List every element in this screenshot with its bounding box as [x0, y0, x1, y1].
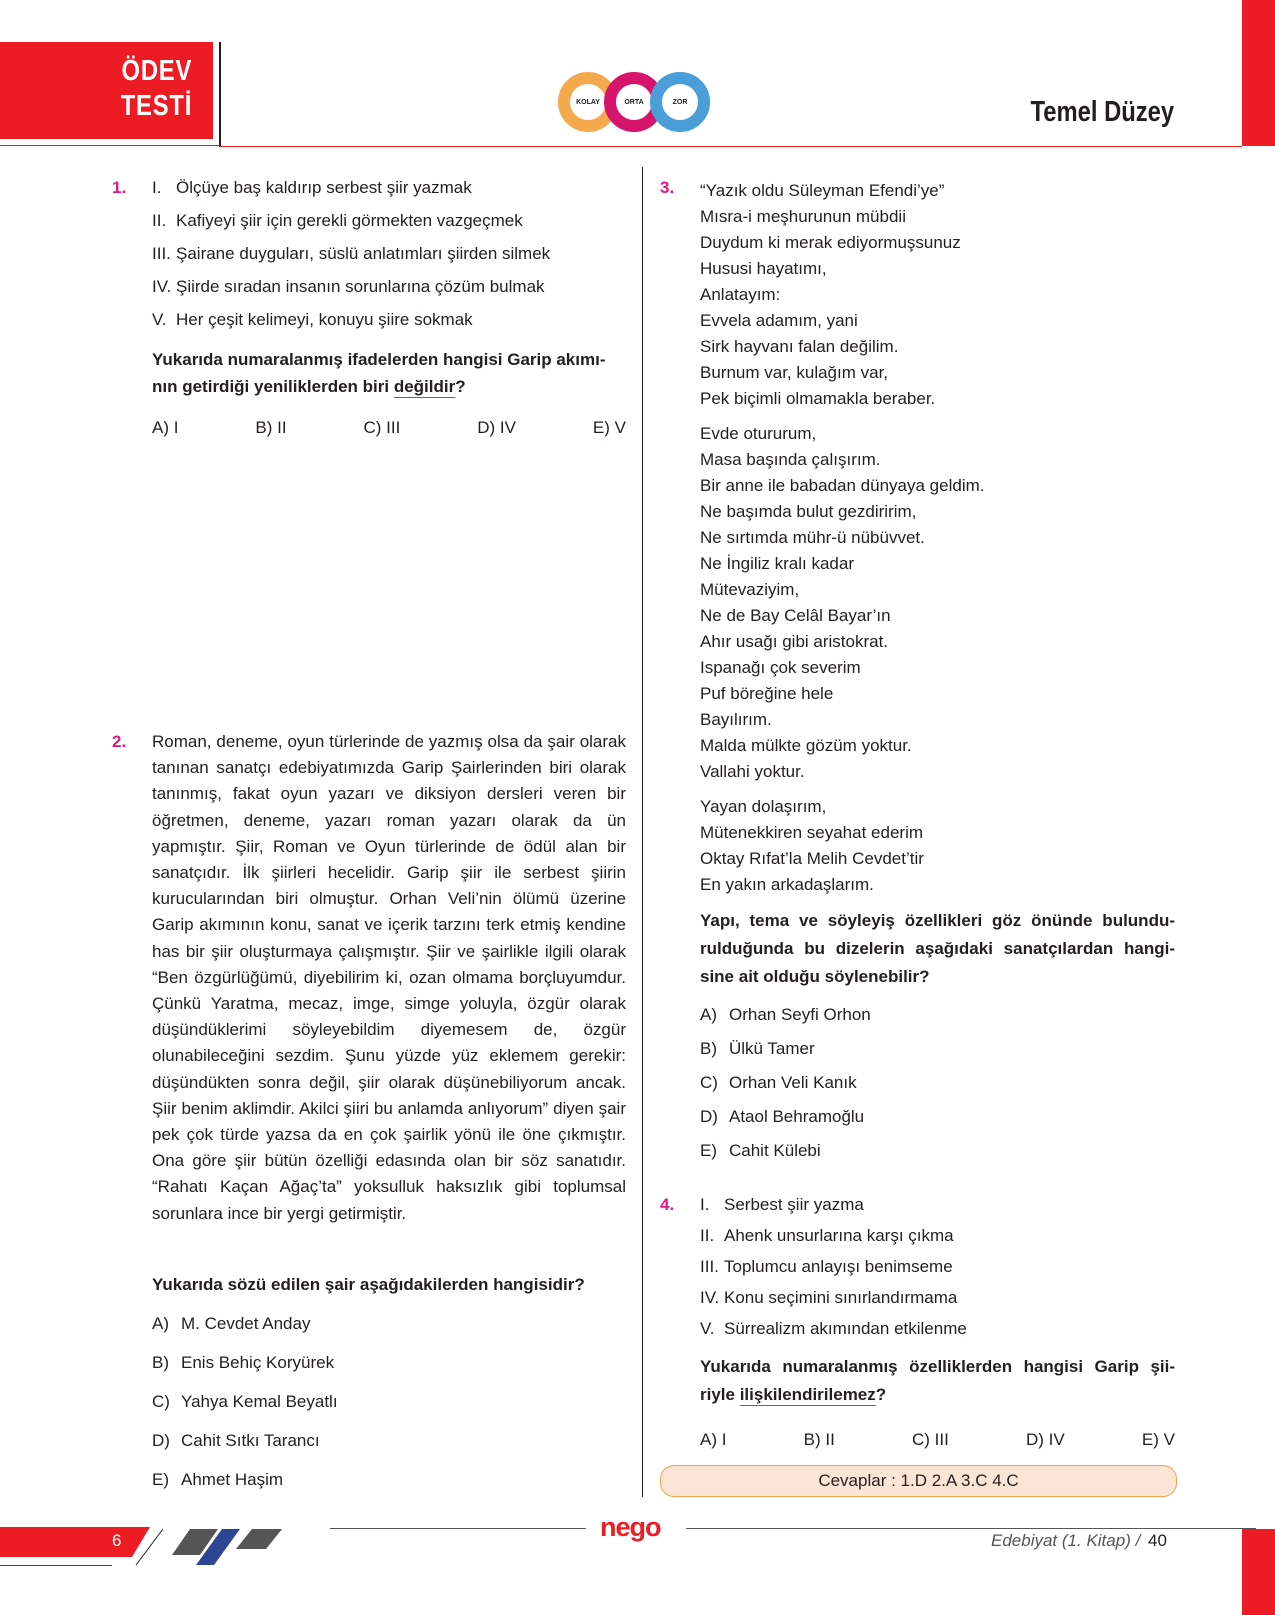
- poem-line: Bayılırım.: [700, 710, 772, 729]
- statement-item: II. Ahenk unsurlarına karşı çıkma: [700, 1226, 954, 1245]
- statement-item: III. Toplumcu anlayışı benimseme: [700, 1257, 953, 1276]
- page-number: 6: [112, 1531, 122, 1550]
- footer-underline: [0, 1565, 112, 1566]
- option-b[interactable]: B) II: [255, 418, 287, 437]
- poem-line: Mütevaziyim,: [700, 580, 800, 599]
- option-a[interactable]: A) Orhan Seyfi Orhon: [700, 1005, 871, 1024]
- poem-line: Sirk hayvanı falan değilim.: [700, 337, 899, 356]
- option-a[interactable]: A) M. Cevdet Anday: [152, 1314, 311, 1333]
- answer-options: [700, 1430, 1175, 1450]
- poem-line: Evvela adamım, yani: [700, 311, 858, 330]
- option-a[interactable]: A) I: [152, 418, 179, 437]
- poem-line: Bir anne ile babadan dünyaya geldim.: [700, 476, 985, 495]
- option-c[interactable]: C) Yahya Kemal Beyatlı: [152, 1392, 338, 1411]
- statement-item: IV. Şiirde sıradan insanın sorunlarına çözüm bulmak: [152, 277, 545, 296]
- option-b[interactable]: B) Enis Behiç Koryürek: [152, 1353, 335, 1372]
- option-e[interactable]: E) V: [1141, 1430, 1175, 1449]
- option-a[interactable]: A) I: [700, 1430, 727, 1449]
- option-e[interactable]: E) Cahit Külebi: [700, 1141, 821, 1160]
- poem-line: Yayan dolaşırım,: [700, 797, 827, 816]
- poem-stanza: [700, 421, 984, 785]
- option-d[interactable]: D) IV: [477, 418, 516, 437]
- poem-line: Anlatayım:: [700, 285, 781, 304]
- test-type-title: ÖDEV TESTİ: [120, 55, 192, 122]
- option-b[interactable]: B) Ülkü Tamer: [700, 1039, 815, 1058]
- question-stem: Yukarıda sözü edilen şair aşağıdakilerden hangisidir?: [152, 1275, 585, 1294]
- column-divider: [642, 167, 643, 1497]
- question-stem: riyle ilişkilendirilemez?: [700, 1385, 887, 1404]
- difficulty-medium-ring: ORTA: [604, 72, 664, 132]
- poem-line: Oktay Rıfat’la Melih Cevdet’tir: [700, 849, 924, 868]
- poem-line: Puf böreğine hele: [700, 684, 834, 703]
- question-passage: Roman, deneme, oyun türlerinde de yazmış olsa da şair olarak tanınan sanatçı edebiyatımızda Garip Şairlerinden biri olarak tanınmış, fakat oyun yazarı ve diksiyon dersleri veren bir öğretmen, deneme, yazarı roman yazarı olarak da ün yapmıştır. Şiir, Roman ve Oyun türlerinde de ödül alan bir sanatçıdır. İlk şiirleri hecelidir. Garip şiir ile serbest şiirin kurucularından biri olmuştur. Orhan Veli’nin ölümü üzerine Garip akımının konu, sanat ve içerik tarzını terk etmiş kendine has bir şiir oluşturmaya çalışmıştır. Şiir ve şairlikle ilgili olarak “Ben özgürlüğümü, diyebilirim ki, ozan olmama borçluyumdur. Çünkü Yaratma, mecaz, imge, simge yoluyla, özgür olarak düşündüklerimi söyleyebildim diyemesem de, özgür olunabileceğini sezdim. Şunu yüzde yüz eklemem gerekir: düşündükten sonra değil, şiir olarak düşünebiliyorum ancak. Şiir benim aklimdir. Akilci şiiri bu anlamda anlıyorum” diyen şair pek çok türde yazsa da en çok şairlik yönü ile öne çıkmıştır. Ona göre şiir bütün özelliği edasında olan bir söz sanatıdır. “Rahatı Kaçan Ağaç’ta” yoksulluk haksızlık gibi toplumsal sorunlara ince bir yergi getirmiştir.: [152, 732, 626, 1223]
- publisher-logo: nego: [600, 1512, 661, 1542]
- difficulty-easy-ring: KOLAY: [558, 72, 618, 132]
- answer-key: Cevaplar : 1.D 2.A 3.C 4.C: [660, 1465, 1177, 1497]
- poem-line: Ispanağı çok severim: [700, 658, 861, 677]
- footer-rule: [686, 1528, 1256, 1529]
- poem-line: Evde otururum,: [700, 424, 817, 443]
- poem-line: Duydum ki merak ediyormuşsunuz: [700, 233, 961, 252]
- poem-line: Ne de Bay Celâl Bayar’ın: [700, 606, 891, 625]
- poem-line: Ne başımda bulut gezdiririm,: [700, 502, 917, 521]
- statement-item: II. Kafiyeyi şiir için gerekli görmekten vazgeçmek: [152, 211, 523, 230]
- statement-item: V. Her çeşit kelimeyi, konuyu şiire sokmak: [152, 310, 473, 329]
- poem-line: Mütenekkiren seyahat ederim: [700, 823, 924, 842]
- statement-item: I. Serbest şiir yazma: [700, 1195, 864, 1214]
- poem-line: Vallahi yoktur.: [700, 762, 805, 781]
- statement-item: III. Şairane duyguları, süslü anlatımları şiirden silmek: [152, 244, 551, 263]
- poem-line: Masa başında çalışırım.: [700, 450, 881, 469]
- statement-item: IV. Konu seçimini sınırlandırmama: [700, 1288, 958, 1307]
- question-stem: Yukarıda numaralanmış özelliklerden hangisi Garip şii-: [700, 1357, 1175, 1376]
- question-number: 2.: [112, 732, 127, 751]
- poem-line: Ne sırtımda mühr-ü nübüvvet.: [700, 528, 925, 547]
- difficulty-hard-ring: ZOR: [650, 72, 710, 132]
- book-page: 40: [1148, 1531, 1167, 1550]
- book-title: Edebiyat (1. Kitap) /: [991, 1531, 1141, 1550]
- answer-options: [152, 418, 626, 438]
- statement-item: I. Ölçüye baş kaldırıp serbest şiir yazmak: [152, 178, 472, 197]
- poem-line: Pek biçimli olmamakla beraber.: [700, 389, 936, 408]
- poem-line: En yakın arkadaşlarım.: [700, 875, 874, 894]
- question-stem: Yapı, tema ve söyleyiş özellikleri göz önünde bulundu- rulduğunda bu dizelerin aşağıdaki sanatçılardan hangi- sine ait olduğu söylenebilir?: [700, 911, 1175, 986]
- poem-line: Hususi hayatımı,: [700, 259, 827, 278]
- option-c[interactable]: C) Orhan Veli Kanık: [700, 1073, 857, 1092]
- option-c[interactable]: C) III: [911, 1430, 949, 1449]
- option-e[interactable]: E) V: [592, 418, 626, 437]
- option-e[interactable]: E) Ahmet Haşim: [152, 1470, 284, 1489]
- poem-line: Burnum var, kulağım var,: [700, 363, 889, 382]
- poem-line: Ne İngiliz kralı kadar: [700, 554, 855, 573]
- question-number: 4.: [660, 1195, 675, 1214]
- footer-edge-tab: [1242, 1529, 1275, 1615]
- level-title: Temel Düzey: [1030, 96, 1174, 128]
- question-stem: Yukarıda numaralanmış ifadelerden hangisi Garip akımı-: [152, 350, 606, 369]
- option-c[interactable]: C) III: [363, 418, 401, 437]
- difficulty-indicator: [558, 72, 718, 132]
- header-edge-tab: [1242, 0, 1275, 146]
- option-d[interactable]: D) Ataol Behramoğlu: [700, 1107, 865, 1126]
- statement-item: V. Sürrealizm akımından etkilenme: [700, 1319, 967, 1338]
- poem-stanza: [700, 794, 924, 898]
- poem-line: Malda mülkte gözüm yoktur.: [700, 736, 912, 755]
- question-number: 1.: [112, 178, 127, 197]
- poem-line: Mısra-i meşhurunun mübdii: [700, 207, 906, 226]
- footer-rule: [330, 1528, 586, 1529]
- poem-line: Ahır usağı gibi aristokrat.: [700, 632, 889, 651]
- poem-stanza: [700, 178, 961, 412]
- poem-line: “Yazık oldu Süleyman Efendi’ye”: [700, 181, 945, 200]
- header-divider: [219, 42, 221, 147]
- option-b[interactable]: B) II: [803, 1430, 835, 1449]
- option-d[interactable]: D) IV: [1025, 1430, 1065, 1449]
- question-stem: nın getirdiği yeniliklerden biri değildir?: [152, 377, 466, 396]
- header-rule-left: [0, 145, 220, 146]
- footer-stripes-icon: [108, 1527, 348, 1567]
- option-d[interactable]: D) Cahit Sıtkı Tarancı: [152, 1431, 320, 1450]
- question-number: 3.: [660, 178, 675, 197]
- header-rule: [220, 146, 1242, 147]
